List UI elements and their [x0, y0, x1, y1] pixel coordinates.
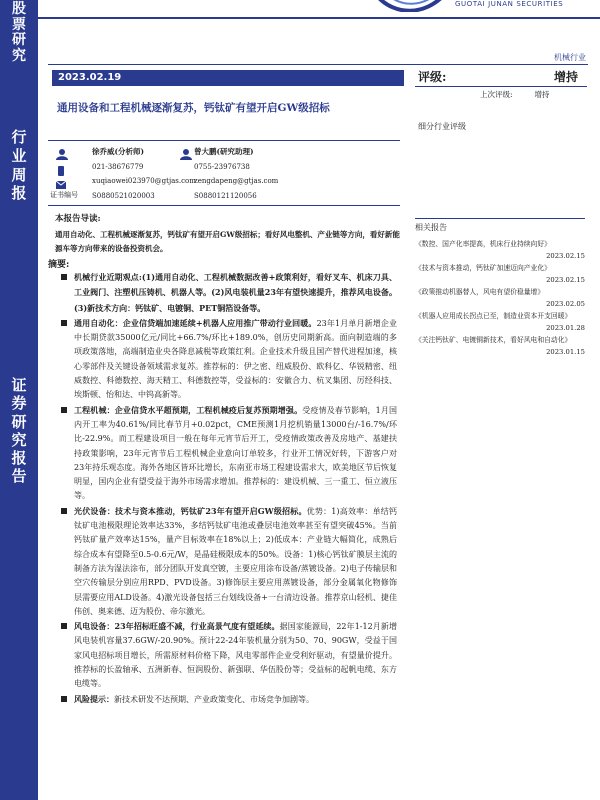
analyst-phone: 0755-23976738: [194, 162, 250, 171]
previous-rating: [480, 89, 550, 100]
bullet-bold: 机械行业近期观点:(1)通用自动化、工程机械数据改善+政策利好，看好叉车、机床刀具、工业阀门、注塑机压铸机、机器人等。(2)风电装机量23年有望快速提升，推荐风电设备。(3)新技术方向：钙钛矿、电镀铜、PET铜箔设备等。: [74, 272, 397, 313]
bullet-bold: 光伏设备：技术与资本推动，钙钛矿23年有望开启GW级招标。: [74, 505, 307, 516]
related-report-item[interactable]: [415, 335, 585, 358]
related-report-item[interactable]: [415, 311, 585, 334]
related-date: 2023.01.28: [546, 323, 585, 332]
company-logo-icon: [375, 0, 447, 12]
list-item: [60, 270, 397, 316]
sidebar-char: 究: [11, 430, 27, 449]
bullet-marker: [61, 407, 67, 413]
list-item: [60, 316, 397, 403]
person-icon: [180, 148, 192, 160]
cert-label: 证书编号: [50, 191, 78, 199]
related-heading: 相关报告: [415, 223, 447, 232]
sidebar-char: 业: [11, 146, 27, 165]
list-item: [60, 619, 397, 691]
person-icon: [56, 148, 68, 160]
related-reports: [415, 222, 585, 359]
sidebar-label-securities-report: [0, 376, 38, 486]
header-rule: [48, 64, 588, 65]
rating-label: 评级:: [418, 70, 447, 84]
bullet-marker: [61, 696, 67, 702]
analyst-2: [194, 145, 278, 203]
analyst-cert: S0880121120056: [194, 191, 257, 200]
related-date: 2023.02.15: [546, 251, 585, 260]
sidebar-label-stock-research: [0, 2, 38, 65]
sidebar-char: 究: [12, 48, 26, 65]
bullet-marker: [61, 274, 67, 280]
analyst-email[interactable]: zengdapeng@gtjas.com: [194, 177, 279, 185]
analyst-top-rule: [48, 140, 400, 141]
intro-heading: 本报告导读:: [55, 214, 101, 224]
analyst-phone: 021-38676779: [92, 162, 144, 171]
previous-rating-value: 增持: [534, 90, 550, 99]
related-report-item[interactable]: [415, 263, 585, 286]
sidebar-char: 告: [11, 467, 27, 486]
sidebar-char: 股: [12, 1, 26, 17]
phone-icon: [56, 166, 66, 176]
bullet-bold: 风险提示：: [74, 693, 114, 704]
sub-industry-rating: 细分行业评级: [418, 122, 466, 131]
analyst-name: 曾大鹏(研究助理): [194, 147, 254, 156]
related-title[interactable]: 《政策推动机器替人，风电有望价稳量增》: [415, 288, 545, 296]
related-divider: [415, 218, 585, 219]
list-item: [60, 692, 397, 707]
related-date: 2023.01.15: [546, 347, 585, 356]
sidebar-label-weekly: [0, 128, 38, 203]
related-report-item[interactable]: [415, 287, 585, 310]
rating-value: 增持: [553, 70, 578, 84]
bullet-text: 新技术研发不达预期、产业政策变化、市场竞争加剧等。: [114, 694, 314, 704]
analyst-name: 徐乔威(分析师): [92, 147, 145, 156]
company-logo-text: GUOTAI JUNAN SECURITIES: [455, 0, 564, 8]
sidebar-char: 证: [11, 376, 27, 394]
bullet-text: 优势：1)高效率：单结钙钛矿电池极限理论效率达33%，多结钙钛矿电池或叠层电池效率甚至有望突破45%。当前钙钛矿量产效率达15%，量产目标效率在18%以上；2)低成本：产业链大幅简化，成熟后综合成本有望降至0.5-0.6元/W，是晶硅极限成本的50%。设备：1)核心钙钛矿膜层主流的制备方法为湿法涂布，部分团队开发真空镀，主要应用涂布设备/蒸镀设备。2)电子传输层和空穴传输层分别应用RPD、PVD设备。3)修饰层主要应用蒸镀设备，部分金属氧化物修饰层需要应用ALD设备。4)激光设备包括三台划线设备+一台清边设备。推荐京山轻机、捷佳伟创、奥来德、迈为股份、帝尔激光。: [74, 506, 397, 616]
bullet-marker: [61, 320, 67, 326]
previous-rating-label: 上次评级:: [480, 90, 513, 99]
summary-heading: 摘要:: [48, 260, 70, 270]
header-divider: [38, 17, 600, 19]
bullet-bold: 通用自动化：企业信贷端加速延续+机器人应用推广带动行业回暖。: [74, 317, 317, 328]
sidebar-char: 券: [11, 394, 27, 413]
related-date: 2023.02.05: [546, 299, 585, 308]
bullet-marker: [61, 508, 67, 514]
related-date: 2023.02.15: [546, 275, 585, 284]
bullet-text: 23年1月单月新增企业中长期贷款35000亿元/同比+66.7%/环比+189.0%，创历史同期新高。面向制造端的多项政策落地，高端制造业央各降息减税等政策红利。企业技术升级且国产替代进程加速，核心零部件及关键设备领域需求复苏。推荐标的：伊之密、纽威股份、欧科亿、华锐精密、纽威数控、科德数控、海天精工、科德数控等，受益标的：安徽合力、杭叉集团、厉经科技、埃斯顿、怡和达、中钨高新等。: [74, 318, 397, 400]
sidebar-char: 研: [12, 32, 26, 49]
sidebar-char: 周: [11, 165, 27, 184]
sidebar-char: 报: [11, 184, 27, 203]
bullet-bold: 工程机械：企业信贷水平超预期，工程机械疫后复苏预期增强。: [74, 404, 303, 415]
report-date: 2023.02.19: [52, 70, 404, 86]
analyst-cert: S0880521020003: [92, 191, 155, 200]
analyst-email[interactable]: xuqiaowei023970@gtjas.com: [92, 177, 196, 185]
industry-label: 机械行业: [554, 53, 586, 62]
related-title[interactable]: 《数控、国产化率提高，机床行业持续向好》: [415, 240, 551, 248]
list-item: [60, 403, 397, 504]
related-title[interactable]: 《技术与资本推动，钙钛矿加速迈向产业化》: [415, 264, 551, 272]
bullet-marker: [61, 623, 67, 629]
rating-divider: [415, 86, 587, 87]
related-title[interactable]: 《关注钙钛矿、电镀铜新技术，看好风电和自动化》: [415, 336, 572, 344]
bullet-text: 受疫情及春节影响，1月国内开工率为40.61%/同比春节月+0.02pct，CME预测1月挖机销量13000台/-16.7%/环比-22.9%。而工程建设项目一般在每年元宵节后开工，受疫情政策改善及房地产、基建扶持政策影响，23年元宵节后工程机械企业意向订单较多，行业开工情况好转，下游客户对23年持乐观态度。海外各地区皆环比增长，东南亚市场工程建设需求大，欧美地区节后恢复明显，国内企业有望受益于海外市场需求增加。推荐标的：建设机械、三一重工、恒立液压等。: [74, 405, 398, 501]
analyst-bottom-rule: [48, 205, 400, 206]
intro-text: 通用自动化、工程机械逐渐复苏，钙钛矿有望开启GW级招标；看好风电整机、产业链等方向，看好新能源车等方向带来的设备投资机会。: [55, 230, 400, 253]
sidebar-char: 行: [11, 128, 27, 146]
list-item: [60, 504, 397, 619]
summary-bullets: [60, 270, 397, 707]
report-title: 通用设备和工程机械逐渐复苏，钙钛矿有望开启GW级招标: [57, 102, 330, 114]
bullet-text: 据国家能源局，22年1-12月新增风电装机容量37.6GW/-20.90%。预计22-24年装机量分别为50、70、90GW，受益于国家风电招标项目增长，所需原材料价格下降，风电零部件企业受利好驱动，有望量价提升。推荐标的长盈轴承、五洲新春、恒润股份、新强联、华伍股份等；受益标的起帆电缆、东方电缆等。: [74, 622, 397, 689]
related-report-item[interactable]: [415, 239, 585, 262]
sidebar-char: 票: [12, 16, 26, 33]
related-title[interactable]: 《机器人应用成长拐点已至，制造业资本开支回暖》: [415, 312, 572, 320]
sidebar-char: 研: [11, 412, 27, 431]
bullet-bold: 风电设备：23年招标旺盛不减，行业高景气度有望延续。: [74, 621, 280, 632]
sidebar-char: 报: [11, 449, 27, 468]
